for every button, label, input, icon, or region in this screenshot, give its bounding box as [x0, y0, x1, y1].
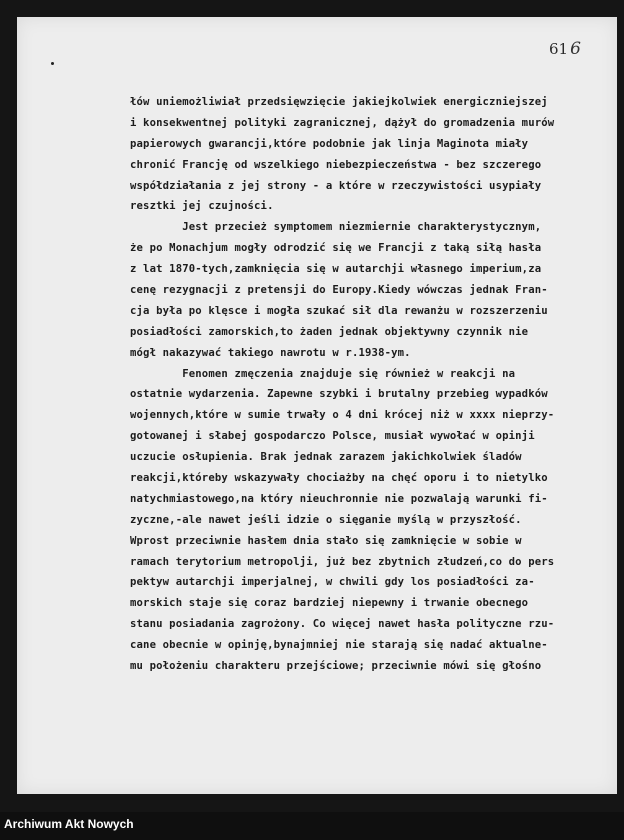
- text-line: wojennych,które w sumie trwały o 4 dni krócej niż w xxxx nieprzy-: [130, 409, 555, 422]
- page-number-typed: 61: [549, 40, 569, 58]
- text-line: uczucie osłupienia. Brak jednak zarazem jakichkolwiek śladów: [130, 451, 522, 464]
- text-line: Jest przecież symptomem niezmiernie charakterystycznym,: [130, 221, 542, 234]
- text-line: cenę rezygnacji z pretensji do Europy.Kiedy wówczas jednak Fran-: [130, 284, 548, 297]
- text-line: Fenomen zmęczenia znajduje się również w reakcji na: [130, 367, 516, 380]
- archive-name: Archiwum Akt Nowych: [4, 817, 134, 831]
- text-line: gotowanej i słabej gospodarczo Polsce, musiał wywołać w opinji: [130, 430, 535, 443]
- text-line: posiadłości zamorskich,to żaden jednak objektywny czynnik nie: [130, 325, 529, 338]
- text-line: natychmiastowego,na który nieuchronnie nie pozwalają warunki fi-: [130, 492, 548, 505]
- text-line: ramach terytorium metropolji, już bez zbytnich złudzeń,co do pers: [130, 555, 555, 568]
- text-line: mógł nakazywać takiego nawrotu w r.1938-ym.: [130, 346, 411, 359]
- text-line: chronić Francję od wszelkiego niebezpieczeństwa - bez szczerego: [130, 158, 542, 171]
- text-line: morskich staje się coraz bardziej niepewny i trwanie obecnego: [130, 597, 529, 610]
- text-line: zyczne,-ale nawet jeśli idzie o sięganie myślą w przyszłość.: [130, 513, 522, 526]
- text-line: współdziałania z jej strony - a które w rzeczywistości usypiały: [130, 179, 542, 192]
- text-line: papierowych gwarancji,które podobnie jak linja Maginota miały: [130, 137, 529, 150]
- text-line: łów uniemożliwiał przedsięwzięcie jakiejkolwiek energiczniejszej: [130, 96, 548, 108]
- page-number: [549, 39, 581, 59]
- text-line: mu położeniu charakteru przejściowe; przeciwnie mówi się głośno: [130, 660, 542, 673]
- page-number-handwritten: 6: [570, 39, 581, 59]
- text-line: stanu posiadania zagrożony. Co więcej nawet hasła polityczne rzu-: [130, 618, 555, 631]
- text-line: resztki jej czujności.: [130, 200, 274, 213]
- archive-footer: [0, 812, 624, 840]
- text-line: że po Monachjum mogły odrodzić się we Francji z taką siłą hasła: [130, 242, 542, 255]
- text-line: z lat 1870-tych,zamknięcia się w autarchji własnego imperium,za: [130, 263, 542, 276]
- text-line: reakcji,któreby wskazywały chociażby na chęć oporu i to nietylko: [130, 472, 548, 485]
- text-line: cja była po klęsce i mogła szukać sił dla rewanżu w rozszerzeniu: [130, 304, 548, 317]
- text-line: i konsekwentnej polityki zagranicznej, dążył do gromadzenia murów: [130, 116, 555, 129]
- text-line: pektyw autarchji imperjalnej, w chwili gdy los posiadłości za-: [130, 576, 535, 589]
- text-line: cane obecnie w opinję,bynajmniej nie starają się nadać aktualne-: [130, 639, 548, 652]
- text-line: ostatnie wydarzenia. Zapewne szybki i brutalny przebieg wypadków: [130, 388, 548, 401]
- typed-text-body: [130, 92, 617, 677]
- text-line: Wprost przeciwnie hasłem dnia stało się zamknięcie w sobie w: [130, 534, 522, 547]
- document-page: [17, 17, 617, 794]
- ink-dot: [51, 62, 54, 65]
